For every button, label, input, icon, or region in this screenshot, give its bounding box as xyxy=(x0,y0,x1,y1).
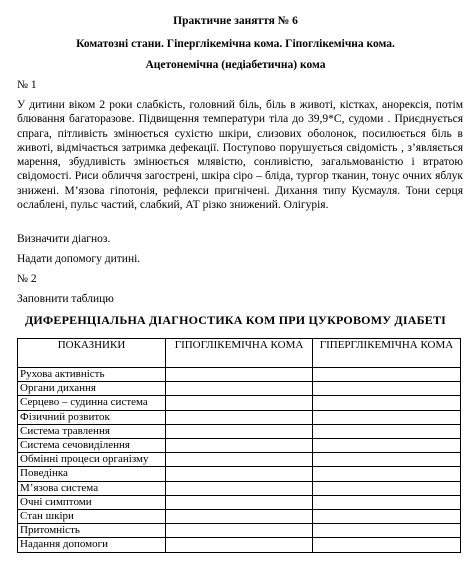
task2-instruction: Заповнити таблицю xyxy=(17,293,114,305)
table-row xyxy=(18,410,461,424)
lesson-subtopic: Ацетонемічна (недіабетична) кома xyxy=(145,59,326,71)
hypoglycemic-cell[interactable] xyxy=(166,439,313,453)
task2-number: № 2 xyxy=(17,273,37,285)
hyperglycemic-cell[interactable] xyxy=(313,510,461,524)
header-hypoglycemic: ГІПОГЛІКЕМІЧНА КОМА xyxy=(166,339,313,368)
row-indicator-label: Стан шкіри xyxy=(18,510,166,524)
row-indicator-label: Очні симптоми xyxy=(18,495,166,509)
hyperglycemic-cell[interactable] xyxy=(313,424,461,438)
task1-case-text: У дитини віком 2 роки слабкість, головний біль, біль в животі, кістках, анорексія, потім блювання багаторазове. Підвищення температури тіла до 39,9*С, судоми . Приєднується спрага, пітливість змінюється сухістю шкіри, слизових оболонок, посилюється біль в животі, відмічається затримка дефекації. Поступово порушується свідомість , з’являється марення, збудливість змінюється млявістю, сонливістю, загальмованістю і втратою свідомості. Риси обличчя загострені, шкіра сіро – бліда, тургор тканин, тонус очних яблук знижені. М’язова гіпотонія, рефлекси пригнічені. Дихання типу Кусмауля. Тони серця ослаблені, пульс частий, слабкий, АТ різко знижений. Олігурія. xyxy=(17,99,463,212)
hyperglycemic-cell[interactable] xyxy=(313,410,461,424)
task1-question-help: Надати допомогу дитині. xyxy=(17,253,141,265)
hypoglycemic-cell[interactable] xyxy=(166,538,313,552)
table-row xyxy=(18,424,461,438)
hyperglycemic-cell[interactable] xyxy=(313,524,461,538)
row-indicator-label: Рухова активність xyxy=(18,368,166,382)
row-indicator-label: Фізичний розвиток xyxy=(18,410,166,424)
table-row xyxy=(18,368,461,382)
lesson-topic: Коматозні стани. Гіперглікемічна кома. Гіпоглікемічна кома. xyxy=(76,38,395,50)
hyperglycemic-cell[interactable] xyxy=(313,481,461,495)
hypoglycemic-cell[interactable] xyxy=(166,368,313,382)
table-row xyxy=(18,510,461,524)
table-row xyxy=(18,467,461,481)
row-indicator-label: Серцево – судинна система xyxy=(18,396,166,410)
hypoglycemic-cell[interactable] xyxy=(166,424,313,438)
table-row xyxy=(18,524,461,538)
row-indicator-label: Обмінні процеси організму xyxy=(18,453,166,467)
hyperglycemic-cell[interactable] xyxy=(313,396,461,410)
table-row xyxy=(18,453,461,467)
table-title: ДИФЕРЕНЦІАЛЬНА ДІАГНОСТИКА КОМ ПРИ ЦУКРОВОМУ ДІАБЕТІ xyxy=(24,313,447,327)
hypoglycemic-cell[interactable] xyxy=(166,382,313,396)
hyperglycemic-cell[interactable] xyxy=(313,538,461,552)
task1-number: № 1 xyxy=(17,79,37,91)
hypoglycemic-cell[interactable] xyxy=(166,481,313,495)
table-header-row xyxy=(18,339,461,368)
lesson-title: Практичне заняття № 6 xyxy=(173,15,298,27)
table-row xyxy=(18,382,461,396)
table-row xyxy=(18,538,461,552)
row-indicator-label: Надання допомоги xyxy=(18,538,166,552)
hypoglycemic-cell[interactable] xyxy=(166,510,313,524)
hypoglycemic-cell[interactable] xyxy=(166,410,313,424)
row-indicator-label: Система травлення xyxy=(18,424,166,438)
row-indicator-label: Притомність xyxy=(18,524,166,538)
hypoglycemic-cell[interactable] xyxy=(166,453,313,467)
hyperglycemic-cell[interactable] xyxy=(313,453,461,467)
hyperglycemic-cell[interactable] xyxy=(313,495,461,509)
table-row xyxy=(18,439,461,453)
header-hyperglycemic: ГІПЕРГЛІКЕМІЧНА КОМА xyxy=(313,339,461,368)
hypoglycemic-cell[interactable] xyxy=(166,467,313,481)
hypoglycemic-cell[interactable] xyxy=(166,495,313,509)
row-indicator-label: Поведінка xyxy=(18,467,166,481)
task1-question-diagnosis: Визначити діагноз. xyxy=(17,233,111,245)
row-indicator-label: Система сечовиділення xyxy=(18,439,166,453)
row-indicator-label: М’язова система xyxy=(18,481,166,495)
header-indicators: ПОКАЗНИКИ xyxy=(18,339,166,368)
table-row xyxy=(18,495,461,509)
hyperglycemic-cell[interactable] xyxy=(313,467,461,481)
table-row xyxy=(18,396,461,410)
diagnostics-table xyxy=(17,338,461,553)
hyperglycemic-cell[interactable] xyxy=(313,368,461,382)
hyperglycemic-cell[interactable] xyxy=(313,439,461,453)
hypoglycemic-cell[interactable] xyxy=(166,396,313,410)
hypoglycemic-cell[interactable] xyxy=(166,524,313,538)
row-indicator-label: Органи дихання xyxy=(18,382,166,396)
hyperglycemic-cell[interactable] xyxy=(313,382,461,396)
table-row xyxy=(18,481,461,495)
